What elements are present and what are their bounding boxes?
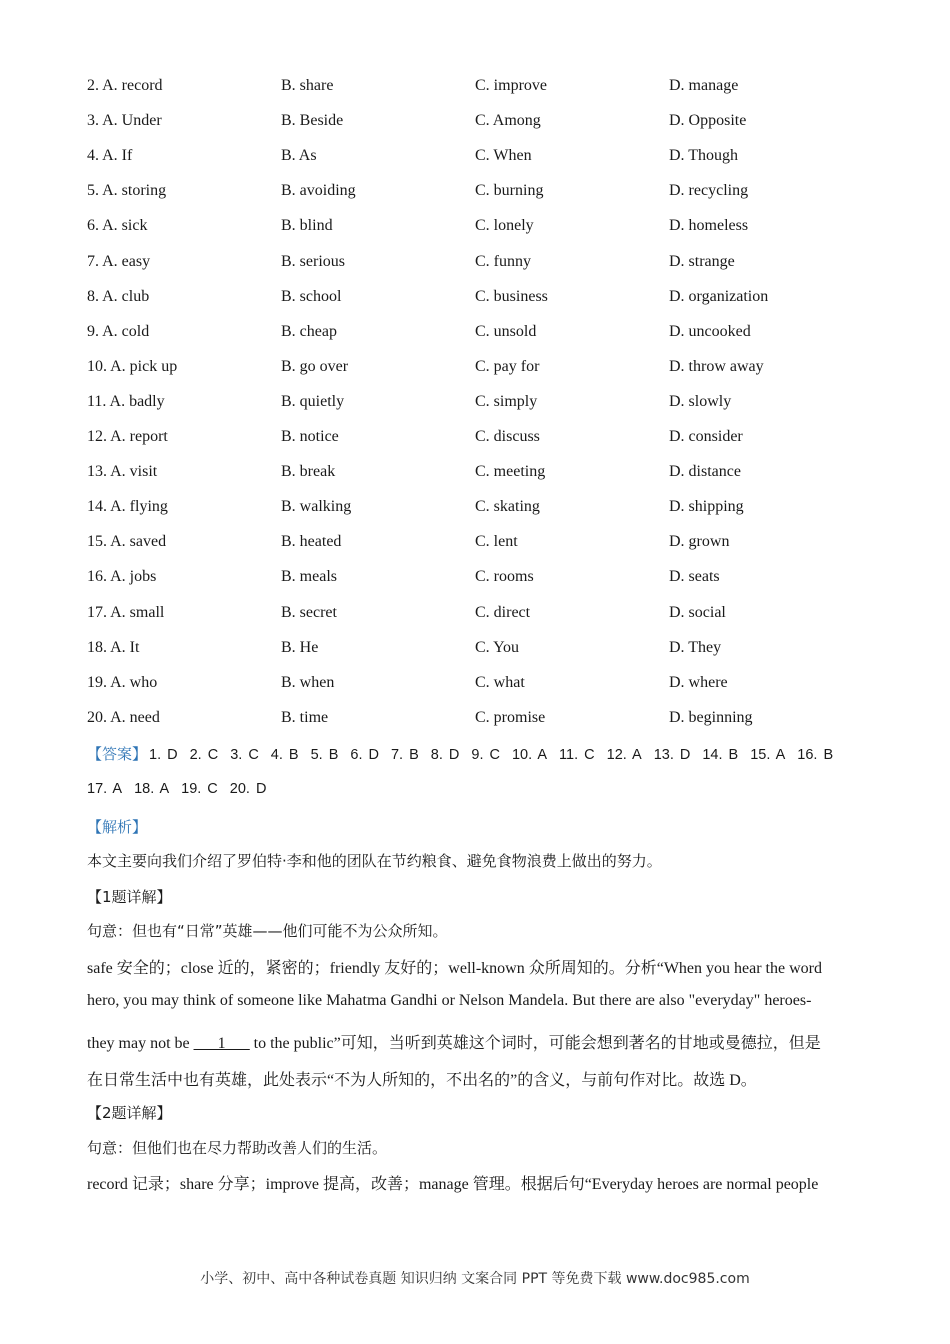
option-d: D. They <box>669 638 722 656</box>
q1-line3-start: they may not be <box>87 1035 194 1052</box>
option-b: B. break <box>281 463 336 481</box>
option-c: C. lonely <box>475 217 534 235</box>
answer-item: 13. D <box>653 747 691 763</box>
option-d: D. Though <box>669 147 739 165</box>
q1-explanation-line-3 <box>87 1030 867 1053</box>
option-a: 12. A. report <box>87 428 168 445</box>
option-d: D. homeless <box>669 217 749 235</box>
option-a: 4. A. If <box>87 147 133 165</box>
answer-item: 9. C <box>471 747 500 763</box>
option-a: 19. A. who <box>87 673 158 691</box>
analysis-summary: 本文主要向我们介绍了罗伯特·李和他的团队在节约粮食、避免食物浪费上做出的努力。 <box>87 852 662 870</box>
option-d: D. organization <box>669 287 769 305</box>
q1-explanation-line-4: 在日常生活中也有英雄，此处表示“不为人所知的，不出名的”的含义，与前句作对比。故选 D。 <box>87 1072 757 1089</box>
option-b: B. meals <box>281 568 337 586</box>
option-a: 2. A. record <box>87 77 163 94</box>
option-c: C. You <box>475 638 520 656</box>
answer-item: 1. D <box>149 747 178 763</box>
option-a: 17. A. small <box>87 603 165 621</box>
option-d: D. where <box>669 673 728 691</box>
option-c: C. rooms <box>475 568 534 586</box>
option-d: D. Opposite <box>669 112 747 130</box>
option-b: B. He <box>281 638 319 656</box>
answer-label: 【答案】 <box>87 745 148 763</box>
option-b: B. Beside <box>281 112 344 130</box>
option-a: 5. A. storing <box>87 182 167 200</box>
q1-explanation-line-1: safe 安全的；close 近的，紧密的；friendly 友好的；well-known 众所周知的。分析“When you hear the word <box>87 960 822 977</box>
option-b: B. walking <box>281 498 352 516</box>
option-c: C. simply <box>475 392 538 410</box>
answer-item: 11. C <box>559 747 595 763</box>
option-b: B. go over <box>281 357 349 375</box>
option-a: 18. A. It <box>87 638 140 656</box>
option-c: C. meeting <box>475 463 546 481</box>
option-d: D. beginning <box>669 708 753 726</box>
option-c: C. improve <box>475 77 547 94</box>
option-c: C. When <box>475 147 532 165</box>
option-a: 10. A. pick up <box>87 357 178 375</box>
answer-key-line-1 <box>87 743 845 764</box>
option-b: B. As <box>281 147 317 165</box>
answer-item: 20. D <box>229 781 267 797</box>
option-b: B. time <box>281 708 329 726</box>
option-b: B. avoiding <box>281 182 356 200</box>
q1-detail-header: 【1题详解】 <box>87 888 172 906</box>
option-d: D. social <box>669 603 726 621</box>
answer-item: 7. B <box>390 747 419 763</box>
q2-meaning: 句意：但他们也在尽力帮助改善人们的生活。 <box>87 1139 388 1157</box>
option-a: 8. A. club <box>87 287 150 305</box>
option-a: 6. A. sick <box>87 217 148 235</box>
answer-item: 2. C <box>189 747 219 763</box>
option-c: C. lent <box>475 533 518 551</box>
option-b: B. quietly <box>281 392 345 410</box>
option-d: D. slowly <box>669 392 732 410</box>
option-b: B. secret <box>281 603 337 621</box>
option-b: B. when <box>281 673 335 691</box>
option-c: C. direct <box>475 603 531 621</box>
option-d: D. uncooked <box>669 322 751 340</box>
option-c: C. skating <box>475 498 540 516</box>
option-c: C. unsold <box>475 322 537 340</box>
option-d: D. seats <box>669 568 720 586</box>
answer-item: 8. D <box>430 747 460 763</box>
option-c: C. discuss <box>475 428 540 445</box>
answer-item: 6. D <box>350 747 379 763</box>
option-d: D. distance <box>669 463 741 481</box>
option-a: 9. A. cold <box>87 322 150 340</box>
option-d: D. throw away <box>669 357 764 375</box>
answer-item: 15. A <box>750 747 786 763</box>
q2-explanation-line-1: record 记录；share 分享；improve 提高，改善；manage 管理。根据后句“Everyday heroes are normal people <box>87 1176 819 1193</box>
option-a: 3. A. Under <box>87 112 162 130</box>
option-d: D. recycling <box>669 182 749 200</box>
option-b: B. school <box>281 287 342 305</box>
page-footer: 小学、初中、高中各种试卷真题 知识归纳 文案合同 PPT 等免费下载 www.doc985.com <box>200 1271 750 1287</box>
option-d: D. shipping <box>669 498 744 516</box>
option-c: C. Among <box>475 112 541 130</box>
option-d: D. strange <box>669 252 735 270</box>
q1-line3-end: to the public”可知，当听到英雄这个词时，可能会想到著名的甘地或曼德拉，但是 <box>249 1035 821 1052</box>
option-c: C. business <box>475 287 548 305</box>
option-a: 15. A. saved <box>87 533 167 551</box>
option-c: C. what <box>475 673 525 691</box>
answer-item: 16. B <box>797 747 834 763</box>
option-b: B. heated <box>281 533 342 551</box>
option-c: C. pay for <box>475 357 540 375</box>
option-d: D. grown <box>669 533 730 551</box>
answer-item: 4. B <box>270 747 299 763</box>
answer-item: 17. A <box>87 781 123 797</box>
analysis-label: 【解析】 <box>87 818 148 836</box>
option-a: 20. A. need <box>87 708 160 726</box>
option-a: 14. A. flying <box>87 498 168 516</box>
option-c: C. burning <box>475 182 544 200</box>
answer-key-line-2 <box>87 781 278 797</box>
option-c: C. funny <box>475 252 531 270</box>
answer-item: 10. A <box>511 747 548 763</box>
option-a: 7. A. easy <box>87 252 151 270</box>
q1-explanation-line-2: hero, you may think of someone like Mahatma Gandhi or Nelson Mandela. But there are also "everyday" heroes- <box>87 992 812 1009</box>
q1-blank: ___1___ <box>193 1035 250 1052</box>
answer-item: 12. A <box>606 747 642 763</box>
answer-item: 18. A <box>134 781 170 797</box>
q2-detail-header: 【2题详解】 <box>87 1104 172 1122</box>
answer-item: 3. C <box>230 747 259 763</box>
option-b: B. cheap <box>281 322 337 340</box>
option-a: 13. A. visit <box>87 463 158 481</box>
answer-item: 19. C <box>181 781 218 797</box>
option-c: C. promise <box>475 708 546 726</box>
option-b: B. blind <box>281 217 333 235</box>
q1-meaning: 句意：但也有“日常”英雄——他们可能不为公众所知。 <box>87 922 448 940</box>
option-b: B. notice <box>281 428 339 445</box>
option-d: D. consider <box>669 428 743 445</box>
option-b: B. serious <box>281 252 345 270</box>
option-d: D. manage <box>669 77 739 94</box>
option-a: 11. A. badly <box>87 392 165 410</box>
option-b: B. share <box>281 77 334 94</box>
answer-item: 5. B <box>310 747 339 763</box>
option-a: 16. A. jobs <box>87 568 157 586</box>
answer-item: 14. B <box>702 747 739 763</box>
